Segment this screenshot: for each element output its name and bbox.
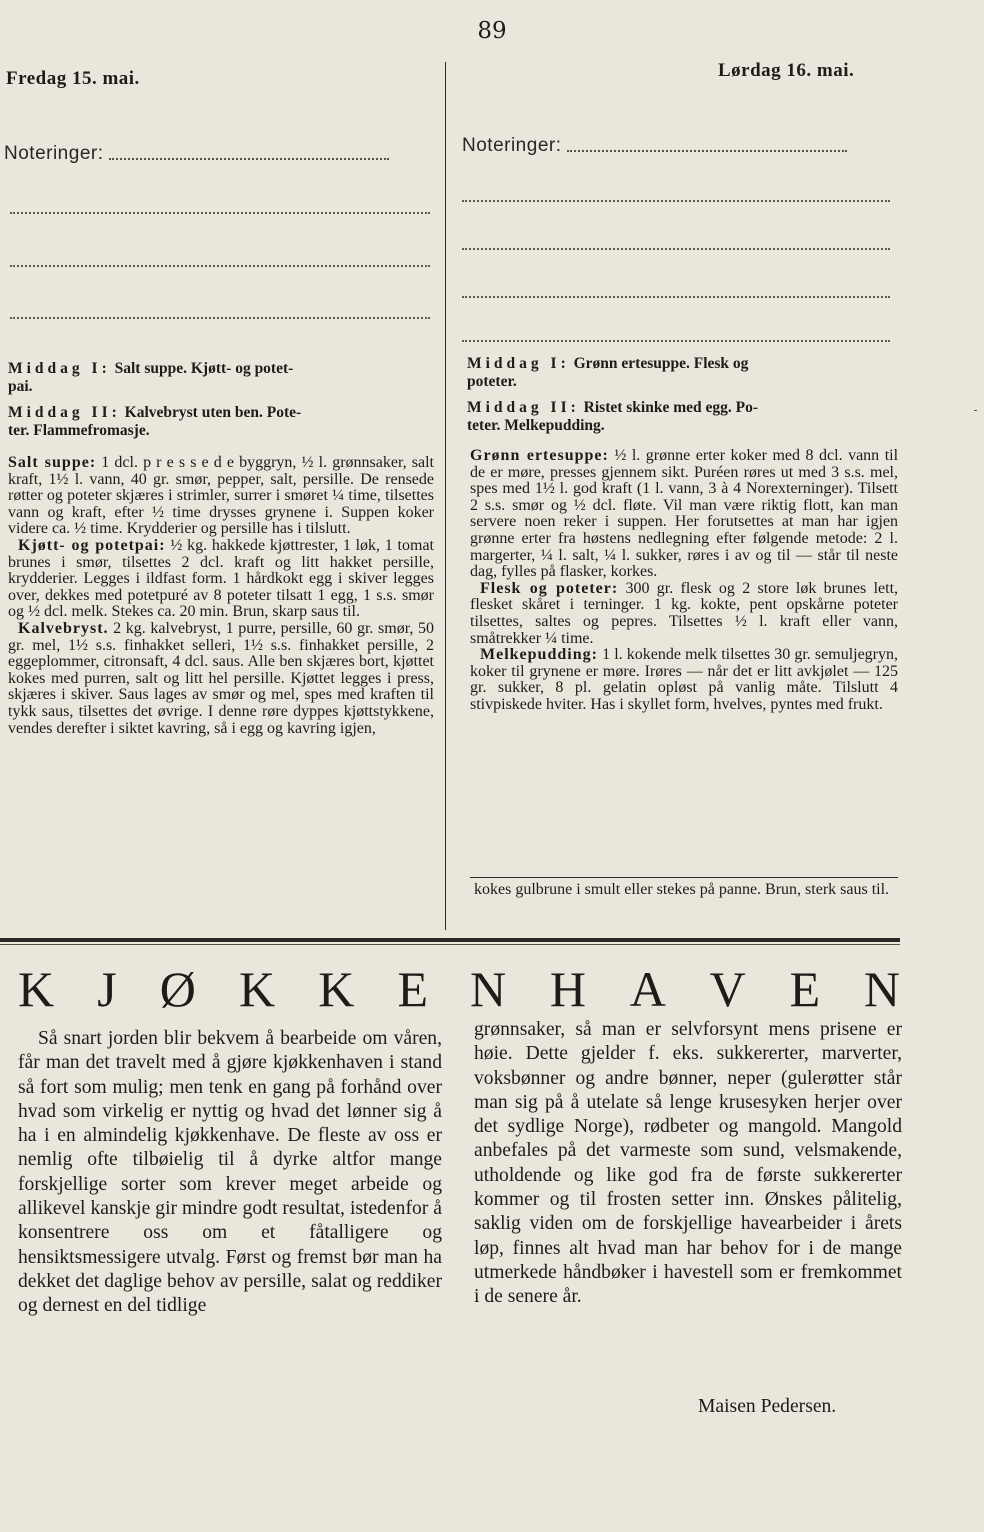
title-letter: Ø — [159, 961, 196, 1017]
right-note-line-1 — [462, 200, 890, 202]
right-recipe-2-head: Flesk og poteter: — [480, 579, 619, 597]
column-divider — [445, 62, 446, 930]
left-recipe-2-text: ½ kg. hakkede kjøttrester, 1 løk, 1 tomat brunes i smør, tilsettes 2 dcl. kraft og litt hakket persille, krydderier. Legges i ildfast form. 1 hårdkokt egg i skiver legges over, dekkes med potetpuré av 8 poteter tilsatt 1 egg, 1 s.s. smør og ½ dcl. melk. Stekes ca. 20 min. Brun, skarp saus til. — [8, 536, 434, 621]
left-recipes — [8, 455, 434, 737]
title-letter: H — [549, 961, 586, 1017]
left-menu-line-4: ter. Flammefromasje. — [8, 422, 150, 439]
left-recipe-3-head: Kalvebryst. — [18, 619, 109, 637]
left-menu-label-3: Middag II: — [8, 404, 121, 421]
left-menu-line-1 — [8, 360, 433, 378]
right-continuation: kokes gulbrune i smult eller stekes på panne. Brun, sterk saus til. — [474, 881, 890, 898]
left-recipe-salt-suppe — [8, 455, 434, 538]
section-rule-thick — [0, 938, 900, 942]
title-letter: N — [470, 961, 507, 1017]
left-note-line-3 — [10, 317, 430, 319]
right-recipe-1-text: ½ l. grønne erter koker med 8 dcl. vann til de er møre, presses gjennem sikt. Puréen røres ut med 3 s.s. mel, spes med 1½ l. god kraft (1 l. vann, 3 à 4 Norexterninger). Tilsett 2 s.s. smør og ½ dcl. fløte. Vil man være riktig flott, kan man servere noen reker i suppen. Her forutsettes at man har igjen grønne erter fra høstens nedlegning efter følgende metode: 2 l. margerter, ¼ l. salt, ¼ l. sukker, røres i av og til — står til neste dag, fylles på flasker, korkes. — [470, 447, 899, 581]
right-menu-text-1: Grønn ertesuppe. Flesk og — [573, 355, 749, 372]
page-number: 89 — [477, 18, 507, 44]
right-note-line-4 — [462, 340, 890, 342]
article-text-2: grønnsaker, så man er selvforsynt mens prisene er høie. Dette gjelder f. eks. sukkererter, marverter, voksbønner og andre bønner, neper (gulerøtter står man sig på å utelate så lenge krusesyken herjer over det sydlige Norge), rødbeter og mangold. Mangold anbefales på det varmeste som sund, velsmakende, utholdende og like god fra de første sukkererter kommer og til frosten setter inn. Ønskes pålitelig, saklig viden om de forskjellige havearbeider i årets løp, finnes alt hvad man har behov for i de mange utmerkede håndbøker i havestell som er fremkommet i de senere år. — [474, 1019, 902, 1308]
left-notes-line — [4, 143, 430, 165]
right-menu-line-1 — [467, 355, 895, 373]
left-recipe-1-head: Salt suppe: — [8, 454, 97, 471]
title-letter: N — [863, 961, 900, 1017]
title-letter: A — [629, 961, 666, 1017]
title-letter: J — [97, 961, 117, 1017]
right-menu — [467, 355, 895, 435]
right-menu-line-3 — [467, 399, 895, 417]
right-menu-text-3: Ristet skinke med egg. Po- — [583, 399, 759, 416]
right-day-heading: Lørdag 16. mai. — [718, 60, 855, 81]
left-menu-line-2: pai. — [8, 378, 33, 395]
article-title-right — [470, 960, 900, 1018]
article-column-1 — [18, 1027, 442, 1319]
right-menu-label-1: Middag I: — [467, 355, 570, 372]
title-letter: E — [397, 961, 428, 1017]
right-recipe-3-head: Melkepudding: — [480, 646, 598, 664]
left-note-line-2 — [10, 265, 430, 267]
left-menu — [8, 360, 433, 440]
right-recipes — [470, 448, 898, 714]
right-note-line-3 — [462, 296, 890, 298]
article-signature: Maisen Pedersen. — [698, 1396, 837, 1417]
article-title-left — [18, 960, 428, 1018]
right-recipe-1-head: Grønn ertesuppe: — [470, 447, 609, 464]
article-column-2 — [474, 1018, 902, 1310]
left-recipe-2-head: Kjøtt- og potetpai: — [18, 536, 166, 554]
right-recipe-separator — [470, 877, 898, 878]
left-note-line-1 — [10, 212, 430, 214]
right-menu-label-3: Middag II: — [467, 399, 580, 416]
title-letter: K — [18, 961, 55, 1017]
article-text-1: Så snart jorden blir bekvem å bearbeide om våren, får man det travelt med å gjøre kjøkkenhaven i stand så fort som mulig; men tenk en gang på forhånd over hvad som virkelig er nyttig og hvad det lønner sig å ha i en almindelig kjøkkenhave. De fleste av oss er nemlig ofte tilbøielig til å dyrke altfor mange forskjellige sorter som krever meget arbeide og allikevel kanskje gir mindre godt resultat, istedenfor å konsentrere oss om et fåtalligere og hensiktsmessigere utvalg. Først og fremst bør man ha dekket det daglige behov av persille, salat og reddiker og dernest en del tidlige — [18, 1028, 442, 1317]
margin-mark — [974, 410, 977, 411]
left-notes-label: Noteringer: — [4, 143, 104, 164]
left-menu-text-1: Salt suppe. Kjøtt- og potet- — [114, 360, 294, 377]
left-notes-dots — [109, 156, 389, 160]
right-note-line-2 — [462, 248, 890, 250]
right-menu-line-4: teter. Melkepudding. — [467, 417, 605, 434]
title-letter: V — [709, 961, 746, 1017]
right-notes-dots — [567, 148, 847, 152]
right-notes-line — [462, 135, 890, 157]
left-recipe-kalvebryst — [8, 621, 434, 737]
title-letter: E — [789, 961, 821, 1017]
right-menu-line-2: poteter. — [467, 373, 517, 390]
title-letter: K — [318, 961, 355, 1017]
right-recipe-ertesuppe — [470, 448, 898, 581]
right-recipe-flesk — [470, 581, 898, 647]
right-recipe-melkepudding — [470, 647, 898, 713]
left-recipe-potetpai — [8, 538, 434, 621]
left-day-heading: Fredag 15. mai. — [6, 68, 140, 89]
left-recipe-3-text: 2 kg. kalvebryst, 1 purre, persille, 60 gr. smør, 50 gr. mel, 1½ s.s. finhakket selleri, 1½ s.s. finhakket persille, 2 eggeplommer, citronsaft, 4 dcl. saus. Alle ben skjæres bort, kjøttet kokes med purren, salt og litt hel persille. Kjøttet legges i press, skjæres i skiver. Saus lages av smør og mel, spes med kraften til tykk saus, tilsettes det øvrige. I denne røre dyppes kjøttstykkene, vendes derefter i siktet kavring, så i egg og kavring igjen, — [8, 619, 435, 737]
right-recipe-3-text: 1 l. kokende melk tilsettes 30 gr. semuljegryn, koker til grynene er møre. Irøres — når det er litt avkjølet — 125 gr. sukker, 8 pl. gelatin opløst på vanlig måte. Tilslutt 4 stivpiskede hviter. Has i skyllet form, hvelves, pyntes med frukt. — [470, 646, 899, 713]
left-menu-text-3: Kalvebryst uten ben. Pote- — [124, 404, 302, 421]
section-rule-thin — [0, 944, 900, 945]
left-menu-line-3 — [8, 404, 433, 422]
left-recipe-1-text: 1 dcl. p r e s s e d e byggryn, ½ l. grønnsaker, salt kraft, 1½ l. vann, 40 gr. smør, pepper, salt, persille. De rensede røtter og poteter skjæres i strimler, surrer i smøret ¼ time, tilsettes vann og kraft, efter ½ time drysses grynene i. Suppen koker videre ca. ½ time. Krydderier og persille has i tilslutt. — [8, 454, 435, 538]
right-recipe-2-text: 300 gr. flesk og 2 store løk brunes lett, flesket skåret i terninger. 1 kg. kokte, pent opskårne poteter tilsettes, saltes og pepres. Tilsettes ½ l. kraft eller vann, småtrekker ¼ time. — [470, 579, 899, 647]
right-notes-label: Noteringer: — [462, 135, 562, 156]
title-letter: K — [239, 961, 276, 1017]
left-menu-label-1: Middag I: — [8, 360, 111, 377]
